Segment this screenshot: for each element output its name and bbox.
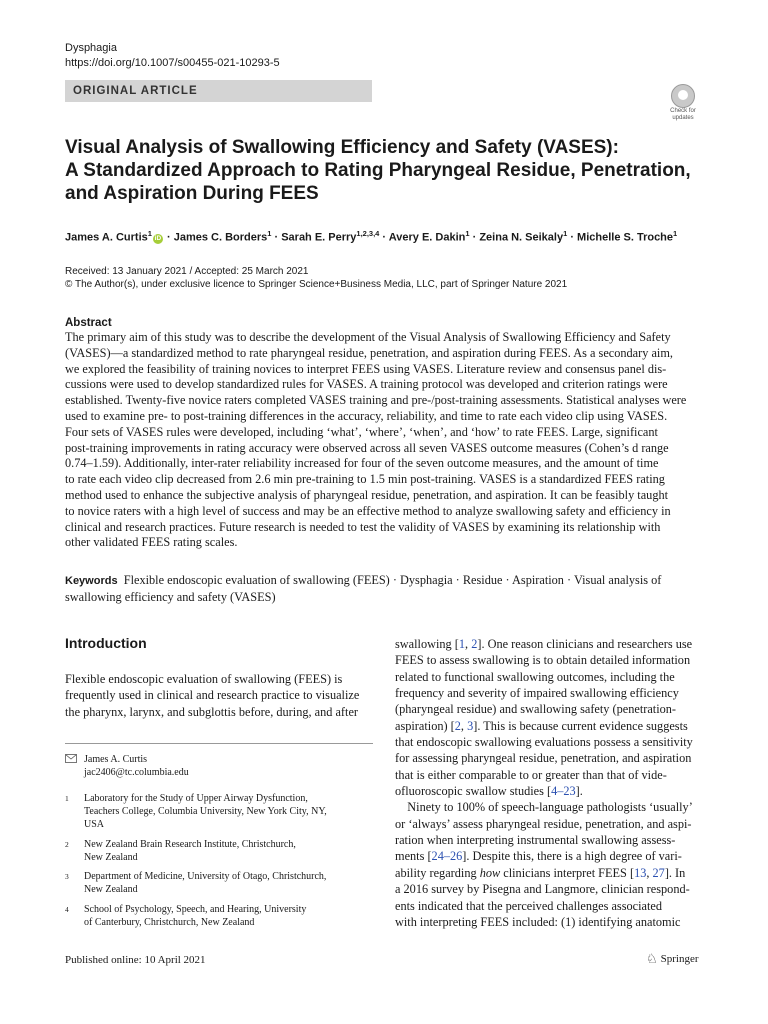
body-line: that endoscopic swallowing evaluations possess a sensitivity [395, 735, 693, 750]
author-affiliation: 1,2,3,4 [356, 229, 380, 238]
copyright-line: © The Author(s), under exclusive licence to Springer Science+Business Media, LLC, part of Springer Nature 2021 [65, 279, 568, 290]
abstract-line: Four sets of VASES rules were developed, including ‘what’, ‘where’, ‘when’, and ‘how’ to rate FEES. Large, significant [65, 424, 658, 439]
corresponding-author-email[interactable]: jac2406@tc.columbia.edu [84, 767, 189, 778]
body-line: frequently used in clinical and research practice to visualize [65, 688, 360, 703]
affiliation-number: 2 [65, 840, 69, 849]
affiliation-line: New Zealand [84, 884, 138, 895]
title-line: Visual Analysis of Swallowing Efficiency and Safety (VASES): [65, 137, 619, 158]
affiliation-2 [65, 838, 373, 865]
section-heading-introduction: Introduction [65, 635, 147, 651]
abstract-line: 0.74–1.59). Additionally, inter-rater reliability increased for four of the seven outcome measures, and the amount of time [65, 456, 659, 471]
publisher-logo [646, 952, 699, 966]
check-for-updates-badge[interactable] [663, 84, 703, 124]
citation-link[interactable]: 3 [467, 718, 474, 733]
article-type-label: ORIGINAL ARTICLE [73, 85, 198, 97]
abstract-line: to rate each video clip decreased from 2.6 min pre-training to 1.5 min post-training. VASES is a standardized FEES rating [65, 472, 665, 487]
abstract-line: clinical and research practices. Future research is needed to test the validity of VASES by examining its relationship with [65, 519, 661, 534]
body-line: with interpreting FEES included: (1) identifying anatomic [395, 914, 681, 929]
keywords-block [65, 573, 705, 606]
doi-link[interactable]: https://doi.org/10.1007/s00455-021-10293-5 [65, 57, 280, 69]
abstract-line: post-training improvements in rating accuracy were observed across all seven VASES outcome measures (Cohen’s d range [65, 440, 669, 455]
author-affiliation: 1 [147, 229, 152, 238]
body-line: ents indicated that the perceived challenges associated [395, 898, 663, 913]
citation-link[interactable]: 4–23 [551, 784, 576, 799]
springer-horse-icon: ♘ [646, 951, 658, 966]
article-title [65, 136, 705, 205]
body-line: ofluoroscopic swallow studies [4–23]. [395, 784, 583, 799]
abstract-line: The primary aim of this study was to describe the development of the Visual Analysis of Swallowing Efficiency and Safety [65, 330, 671, 344]
affiliation-line: New Zealand Brain Research Institute, Christchurch, [84, 839, 296, 850]
citation-link[interactable]: 2 [471, 637, 478, 651]
author-list: James A. Curtis$^1$iD · James C. Borders$^1$ · Sarah E. Perry$^{1,2,3,4}$ · Avery E. Dakin$^1$ · Zeina N. Seikaly$^1$ · Michelle S. Troche$^1$ [65, 229, 678, 244]
title-line: and Aspiration During FEES [65, 183, 319, 204]
keywords-text: Flexible endoscopic evaluation of swallowing (FEES) · Dysphagia · Residue · Aspiration · Visual analysis of [123, 573, 662, 587]
author-affiliation: 1 [673, 229, 678, 238]
body-line: (pharyngeal residue) and swallowing safety (penetration- [395, 702, 677, 717]
abstract-line: established. Twenty-five novice raters completed VASES training and pre-/post-training assessments. Statistical analyses were [65, 393, 687, 408]
body-line: ration when interpreting instrumental swallowing assess- [395, 833, 676, 848]
title-line: A Standardized Approach to Rating Pharyngeal Residue, Penetration, [65, 160, 691, 181]
affiliation-number: 4 [65, 905, 69, 914]
author-name[interactable]: Sarah E. Perry [281, 231, 357, 244]
author-name[interactable]: Avery E. Dakin [388, 231, 466, 244]
author-name[interactable]: James C. Borders [173, 231, 268, 244]
body-line: for assessing pharyngeal residue, penetration, and aspiration [395, 751, 692, 766]
orcid-icon[interactable]: iD [154, 234, 162, 242]
footnote-divider [65, 743, 373, 744]
abstract-line: method used to enhance the subjective analysis of pharyngeal residue, penetration, and aspiration. It can be feasibly taught [65, 487, 669, 502]
body-line: Ninety to 100% of speech-language pathologists ‘usually’ [395, 800, 693, 815]
abstract-line: (VASES)—a standardized method to rate pharyngeal residue, penetration, and aspiration during FEES. As a secondary aim, [65, 345, 673, 360]
abstract-heading: Abstract [65, 317, 112, 329]
affiliation-4 [65, 903, 373, 930]
abstract-line: cussions were used to develop standardized rules for VASES. A training protocol was developed and criterion ratings were [65, 377, 668, 392]
affiliation-line: Department of Medicine, University of Otago, Christchurch, [84, 871, 327, 882]
affiliation-3 [65, 870, 373, 897]
author-name[interactable]: Zeina N. Seikaly [479, 231, 564, 244]
affiliation-line: Teachers College, Columbia University, New York City, NY, [84, 806, 327, 817]
body-line: ability regarding how clinicians interpret FEES [13, 27]. In [395, 865, 686, 880]
affiliation-line: Laboratory for the Study of Upper Airway Dysfunction, [84, 793, 308, 804]
citation-link[interactable]: 13 [634, 865, 647, 880]
keywords-text: swallowing efficiency and safety (VASES) [65, 589, 276, 604]
body-line: aspiration) [2, 3]. This is because current evidence suggests [395, 718, 688, 733]
affiliation-line: School of Psychology, Speech, and Hearing, University [84, 904, 307, 915]
citation-link[interactable]: 2 [454, 718, 461, 733]
journal-name: Dysphagia [65, 42, 117, 54]
body-line: related to functional swallowing outcomes, including the [395, 669, 675, 684]
affiliation-line: New Zealand [84, 852, 138, 863]
affiliation-line: USA [84, 819, 105, 830]
citation-link[interactable]: 27 [652, 865, 665, 880]
author-name[interactable]: Michelle S. Troche [577, 231, 674, 244]
intro-left-paragraph [65, 671, 373, 720]
affiliation-number: 3 [65, 872, 69, 881]
abstract-line: other validated FEES rating scales. [65, 535, 238, 550]
author-name[interactable]: James A. Curtis [65, 231, 148, 244]
body-line: a 2016 survey by Pisegna and Langmore, clinician respond- [395, 882, 690, 897]
abstract-body [65, 330, 703, 551]
body-line: Flexible endoscopic evaluation of swallowing (FEES) is [65, 672, 343, 686]
body-line: swallowing [1, 2]. One reason clinicians and researchers use [395, 637, 693, 651]
abstract-line: to novice raters with a high level of success and may be an effective method to analyze swallowing safety and efficiency in [65, 503, 671, 518]
body-line: or ‘always’ assess pharyngeal residue, penetration, and aspi- [395, 816, 692, 831]
corresponding-author-name: James A. Curtis [84, 754, 148, 765]
author-affiliation: 1 [465, 229, 470, 238]
affiliation-number: 1 [65, 794, 69, 803]
affiliation-1 [65, 792, 373, 832]
abstract-line: we explored the feasibility of training novices to interpret FEES using VASES. Literature review and consensus panel dis- [65, 361, 667, 376]
check-updates-label: Check for updates [670, 108, 696, 121]
citation-link[interactable]: 1 [458, 637, 466, 651]
citation-link[interactable]: 24–26 [431, 849, 463, 864]
published-date: Published online: 10 April 2021 [65, 954, 206, 966]
check-updates-icon [671, 84, 695, 108]
envelope-icon [65, 754, 77, 763]
publisher-name: Springer [660, 953, 699, 965]
intro-right-column [395, 636, 703, 930]
author-affiliation: 1 [563, 229, 568, 238]
abstract-line: used to examine pre- to post-training differences in the accuracy, reliability, and time to rate each video clip using VASES. [65, 408, 668, 423]
body-line: the pharynx, larynx, and subglottis before, during, and after [65, 704, 358, 719]
body-line: ments [24–26]. Despite this, there is a high degree of vari- [395, 849, 682, 864]
affiliation-line: of Canterbury, Christchurch, New Zealand [84, 917, 255, 928]
dates-line: Received: 13 January 2021 / Accepted: 25 March 2021 [65, 266, 309, 277]
body-line: that is either comparable to or greater than that of vide- [395, 767, 667, 782]
body-line: FEES to assess swallowing is to obtain detailed information [395, 653, 691, 668]
author-affiliation: 1 [267, 229, 272, 238]
body-line: frequency and severity of impaired swallowing efficiency [395, 686, 679, 701]
keywords-label: Keywords [65, 575, 118, 587]
article-type-banner [65, 80, 372, 102]
